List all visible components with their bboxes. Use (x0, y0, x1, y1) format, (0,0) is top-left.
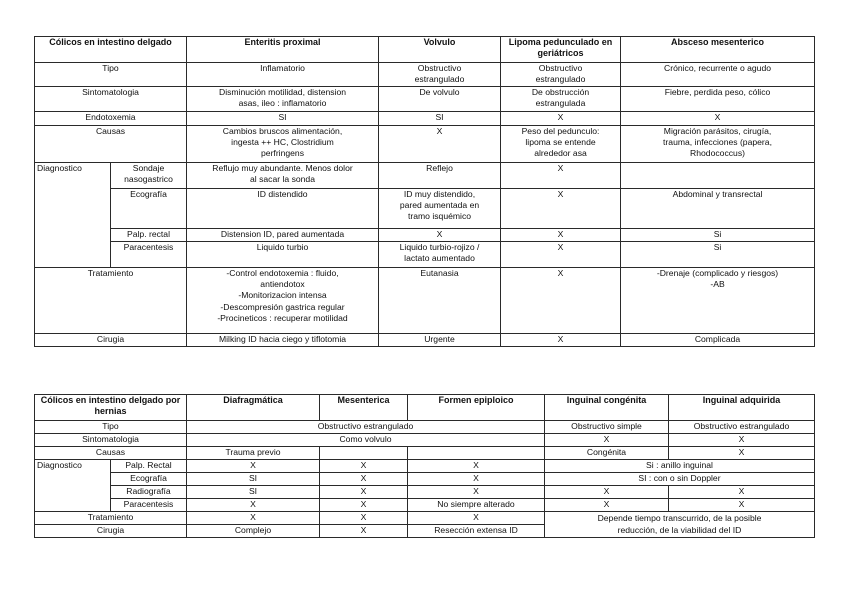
table-row (35, 126, 815, 163)
cell-value: X (320, 499, 408, 512)
cell-value: Si (621, 242, 815, 268)
table-row (35, 268, 815, 334)
header-lipoma: Lipoma pedunculado en geriátricos (501, 37, 621, 63)
cell-value: X (669, 486, 815, 499)
cell-value: Milking ID hacia ciego y tiflotomia (187, 334, 379, 347)
cell-value: SI : con o sin Doppler (545, 473, 815, 486)
cell-value: -Control endotoxemia : fluido, antiendotox -Monitorizacion intensa -Descompresión gastrica regular -Procineticos : recuperar motilidad (187, 268, 379, 334)
cell-value: Si (621, 229, 815, 242)
cell-value: X (501, 112, 621, 126)
cell-value: X (408, 486, 545, 499)
cell-value: X (187, 460, 320, 473)
cell-value: Liquido turbio-rojizo / lactato aumentado (379, 242, 501, 268)
cell-value: Obstructivo simple (545, 421, 669, 434)
row-sublabel-palp-rectal: Palp. Rectal (111, 460, 187, 473)
row-label-endotoxemia: Endotoxemia (35, 112, 187, 126)
cell-value: X (501, 229, 621, 242)
cell-value: Obstructivo estrangulado (379, 63, 501, 87)
header-inguinal-adquirida: Inguinal adquirida (669, 395, 815, 421)
cell-value: X (379, 126, 501, 163)
row-sublabel-ecografia: Ecografía (111, 189, 187, 229)
table-row (35, 460, 815, 473)
table-header-row (35, 37, 815, 63)
cell-value: X (669, 499, 815, 512)
cell-value: ID muy distendido, pared aumentada en tramo isquémico (379, 189, 501, 229)
cell-value: X (408, 512, 545, 525)
cell-value: X (320, 512, 408, 525)
row-label-tratamiento: Tratamiento (35, 268, 187, 334)
cell-value: Resección extensa ID (408, 525, 545, 538)
table-row (35, 87, 815, 112)
row-label-diagnostico: Diagnostico (35, 163, 111, 268)
cell-value: Obstructivo estrangulado (669, 421, 815, 434)
table-header-row (35, 395, 815, 421)
cell-value: Distension ID, pared aumentada (187, 229, 379, 242)
cell-value: X (501, 163, 621, 189)
cell-value: SI (187, 112, 379, 126)
header-volvulo: Volvulo (379, 37, 501, 63)
table-row (35, 447, 815, 460)
row-sublabel-paracentesis: Paracentesis (111, 242, 187, 268)
cell-value: Fiebre, perdida peso, cólico (621, 87, 815, 112)
cell-value: Urgente (379, 334, 501, 347)
header-absceso: Absceso mesenterico (621, 37, 815, 63)
cell-value: Complejo (187, 525, 320, 538)
row-label-tratamiento: Tratamiento (35, 512, 187, 525)
table-row (35, 189, 815, 229)
cell-value: X (187, 512, 320, 525)
cell-value: Reflejo (379, 163, 501, 189)
header-epiploico: Formen epiploico (408, 395, 545, 421)
cell-value: X (408, 473, 545, 486)
header-mesenterica: Mesenterica (320, 395, 408, 421)
row-sublabel-palp-rectal: Palp. rectal (111, 229, 187, 242)
table-row (35, 473, 815, 486)
cell-value: No siempre alterado (408, 499, 545, 512)
row-label-cirugia: Cirugia (35, 334, 187, 347)
cell-value: X (320, 473, 408, 486)
cell-value: X (545, 499, 669, 512)
cell-value: SI (187, 473, 320, 486)
cell-value: X (408, 460, 545, 473)
cell-value: X (320, 460, 408, 473)
cell-value: X (669, 447, 815, 460)
cell-value: X (379, 229, 501, 242)
cell-value: Congénita (545, 447, 669, 460)
cell-value: Si : anillo inguinal (545, 460, 815, 473)
table-row (35, 334, 815, 347)
header-colicos-hernias: Cólicos en intestino delgado por hernias (35, 395, 187, 421)
cell-value: Crónico, recurrente o agudo (621, 63, 815, 87)
cell-value: Obstructivo estrangulado (187, 421, 545, 434)
row-label-causas: Causas (35, 126, 187, 163)
row-label-tipo: Tipo (35, 63, 187, 87)
cell-value: Reflujo muy abundante. Menos dolor al sacar la sonda (187, 163, 379, 189)
row-sublabel-paracentesis: Paracentesis (111, 499, 187, 512)
cell-value: X (501, 242, 621, 268)
cell-value: Complicada (621, 334, 815, 347)
cell-value: X (545, 434, 669, 447)
header-diafragmatica: Diafragmática (187, 395, 320, 421)
cell-value: Liquido turbio (187, 242, 379, 268)
cell-value: Disminución motilidad, distension asas, ileo : inflamatorio (187, 87, 379, 112)
cell-value: Cambios bruscos alimentación, ingesta ++ HC, Clostridium perfringens (187, 126, 379, 163)
cell-value: X (669, 434, 815, 447)
cell-value: X (501, 189, 621, 229)
cell-value: De volvulo (379, 87, 501, 112)
cell-value: X (320, 525, 408, 538)
cell-value: Migración parásitos, cirugía, trauma, infecciones (papera, Rhodococcus) (621, 126, 815, 163)
cell-value: -Drenaje (complicado y riesgos) -AB (621, 268, 815, 334)
cell-value: Inflamatorio (187, 63, 379, 87)
hernia-colic-table (34, 394, 815, 538)
header-enteritis: Enteritis proximal (187, 37, 379, 63)
header-colicos: Cólicos en intestino delgado (35, 37, 187, 63)
cell-value (408, 447, 545, 460)
table-row (35, 421, 815, 434)
table-row (35, 486, 815, 499)
table-row (35, 512, 815, 525)
cell-value: Como volvulo (187, 434, 545, 447)
cell-value: Abdominal y transrectal (621, 189, 815, 229)
row-label-causas: Causas (35, 447, 187, 460)
cell-value: X (621, 112, 815, 126)
cell-value: Trauma previo (187, 447, 320, 460)
cell-value: Peso del pedunculo: lipoma se entende alrededor asa (501, 126, 621, 163)
cell-value: Obstructivo estrangulado (501, 63, 621, 87)
row-label-sintomatologia: Sintomatologia (35, 434, 187, 447)
small-intestine-colic-table (34, 36, 815, 347)
table-row (35, 163, 815, 189)
cell-value: ID distendido (187, 189, 379, 229)
cell-value: X (501, 334, 621, 347)
cell-value: De obstrucción estrangulada (501, 87, 621, 112)
cell-value: X (545, 486, 669, 499)
table-row (35, 229, 815, 242)
cell-value: X (320, 486, 408, 499)
row-label-sintomatologia: Sintomatologia (35, 87, 187, 112)
cell-value (320, 447, 408, 460)
cell-value: SI (379, 112, 501, 126)
cell-value: Depende tiempo transcurrido, de la posible reducción, de la viabilidad del ID (545, 512, 815, 538)
table-row (35, 499, 815, 512)
header-inguinal-congenita: Inguinal congénita (545, 395, 669, 421)
table-row (35, 63, 815, 87)
row-label-tipo: Tipo (35, 421, 187, 434)
cell-value: X (501, 268, 621, 334)
row-label-diagnostico: Diagnostico (35, 460, 111, 512)
row-label-cirugia: Cirugia (35, 525, 187, 538)
row-sublabel-sondaje: Sondaje nasogastrico (111, 163, 187, 189)
cell-value (621, 163, 815, 189)
table-row (35, 434, 815, 447)
cell-value: SI (187, 486, 320, 499)
row-sublabel-ecografia: Ecografía (111, 473, 187, 486)
table-row (35, 112, 815, 126)
cell-value: X (187, 499, 320, 512)
cell-value: Eutanasia (379, 268, 501, 334)
row-sublabel-radiografia: Radiografía (111, 486, 187, 499)
table-row (35, 242, 815, 268)
